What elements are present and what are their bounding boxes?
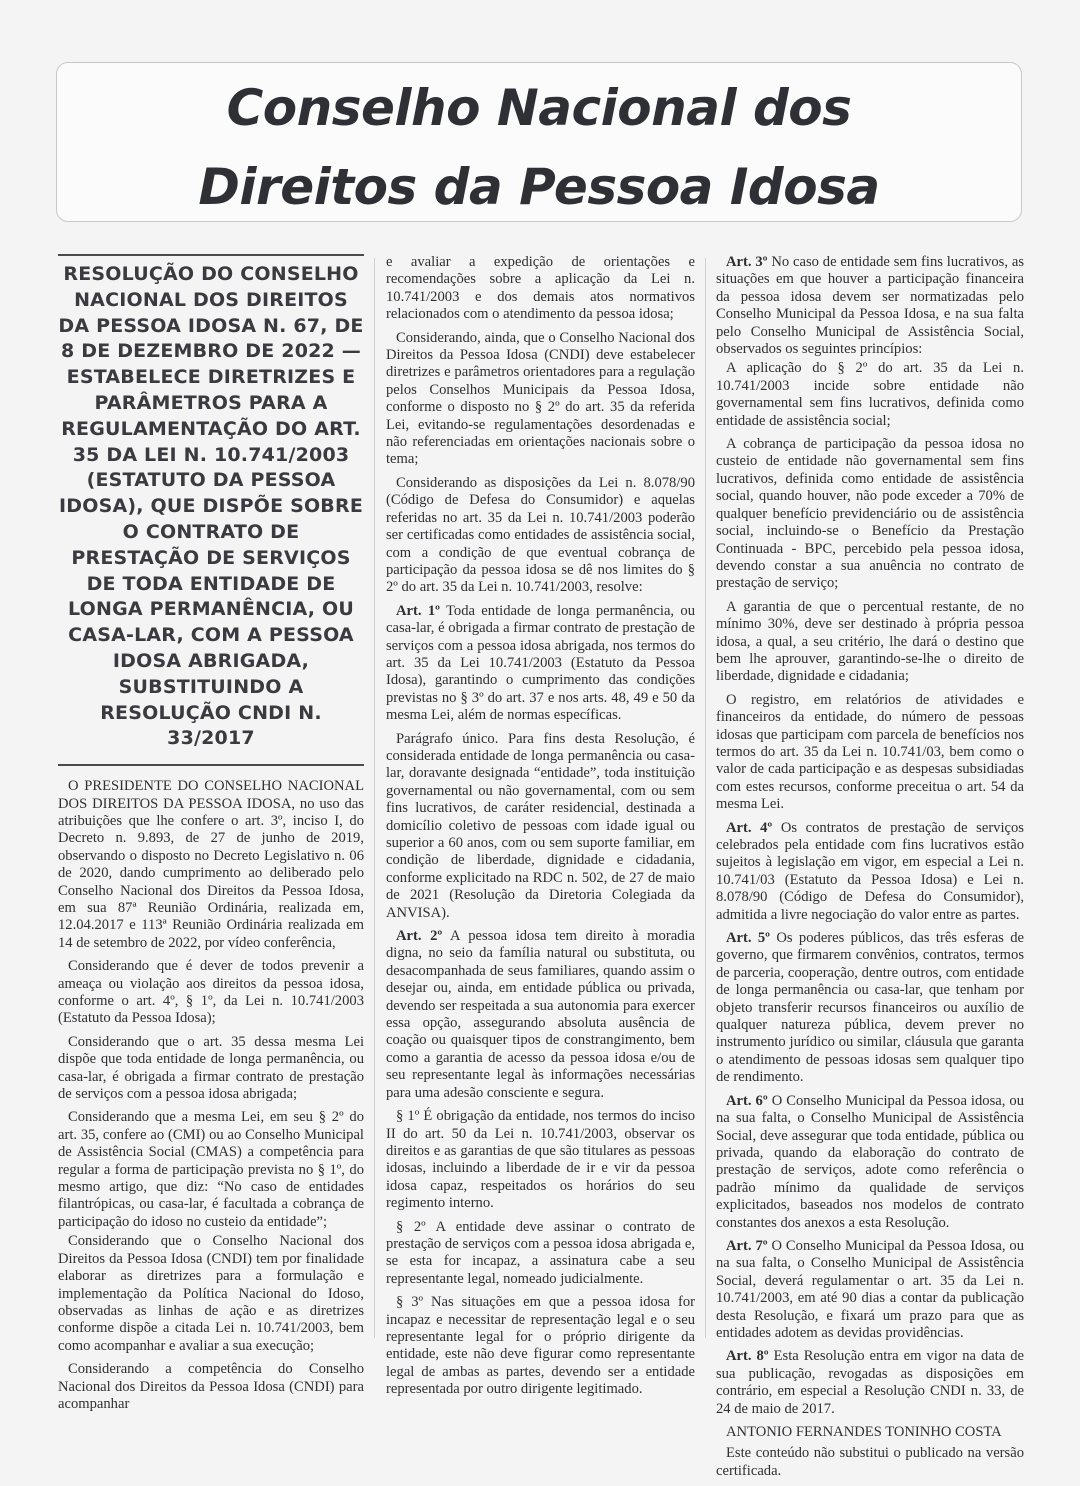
article-label: Art. 6º [726,1092,768,1109]
column-divider [374,258,375,1338]
article-5 [716,930,1024,1087]
column-2 [386,254,695,1405]
masthead-box [56,62,1022,222]
preamble-paragraph-continued: e avaliar a expedição de orientações e recomendações sobre a aplicação da Lei n. 10.741/2003 e dos demais atos normativos relacionados com o atendimento da pessoa idosa; [386,254,695,323]
preamble-paragraph: Considerando a competência do Conselho Nacional dos Direitos da Pessoa Idosa (CNDI) para acompanhar [58,1361,364,1412]
article-text: No caso de entidade sem fins lucrativos, as situações em que houver a participação financeira da pessoa idosa devem ser normatizadas pelo Conselho Municipal da Pessoa Idosa, e na sua falta pelo Conselho Municipal de Assistência Social, observados os seguintes princípios: [716,254,1024,358]
resolution-title-block [58,254,364,766]
article-text: Toda entidade de longa permanência, ou casa-lar, é obrigada a firmar contrato de prestação de serviços com a pessoa idosa abrigada, nos termos do art. 35 da Lei 10.741/2003 (Estatuto da Pessoa Idosa), garantindo o cumprimento das condições previstas no § 3º do art. 37 e nos arts. 48, 49 e 50 da mesma Lei, além de normas específicas. [386,602,695,724]
article-6 [716,1093,1024,1232]
column-divider [705,258,706,1338]
article-2-section-3: § 3º Nas situações em que a pessoa idosa for incapaz e necessitar de representação legal e o seu representante legal for o próprio dirigente da entidade, este não deve figurar como representante legal de ambas as partes, devendo ser a entidade representada por outro dirigente legitimado. [386,1294,695,1398]
article-3-principle: A cobrança de participação da pessoa idosa no custeio de entidade não governamental sem fins lucrativos, definida como entidade de assistência social, quando houver, não pode exceder a 70% de qualquer benefício previdenciário ou de assistência social, incluindo-se o Benefício da Prestação Continuada - BPC, percebido pela pessoa idosa, devendo constar a sua anuência no contrato de prestação de serviço; [716,436,1024,592]
column-3 [716,254,1024,1486]
disclaimer: Este conteúdo não substitui o publicado na versão certificada. [716,1445,1024,1479]
article-label: Art. 8º [726,1348,769,1365]
article-4 [716,820,1024,924]
column-1 [58,254,364,1419]
article-label: Art. 7º [726,1237,768,1254]
article-2-section-1: § 1º É obrigação da entidade, nos termos do inciso II do art. 50 da Lei n. 10.741/2003, observar os direitos e as garantias de que são titulares as pessoas idosas, incluindo a liberdade de ir e vir da pessoa idosa capaz, respeitados os horários do seu regimento interno. [386,1108,695,1212]
article-label: Art. 4º [726,819,773,836]
article-label: Art. 1º [396,602,440,619]
article-3-principle: O registro, em relatórios de atividades e financeiros da entidade, do número de pessoas idosas que participam com parcela de benefícios nos termos do art. 35 da Lei n. 10.741/03, bem como o valor de cada participação e as despesas subsidiadas com estes recursos, conforme preceitua o art. 54 da mesma Lei. [716,691,1024,813]
article-text: O Conselho Municipal da Pessoa idosa, ou na sua falta, o Conselho Municipal de Assistência Social, deve assegurar que toda entidade, pública ou privada, quando da elaboração do contrato de prestação de serviços, adote como referência o padrão mínimo da qualidade de serviços explicitados, baseados nos modelos de contrato constantes dos anexos a esta Resolução. [716,1092,1025,1231]
article-1-paragraph-unico: Parágrafo único. Para fins desta Resolução, é considerada entidade de longa permanência ou casa-lar, doravante designada “entidade”, toda instituição governamental ou não governamental, com ou sem fins lucrativos, de caráter residencial, destinada a domicílio coletivo de pessoas com idade igual ou superior a 60 anos, com ou sem suporte familiar, em condição de liberdade, dignidade e cidadania, conforme explicitado na RDC n. 502, de 27 de maio de 2021 (Resolução da Diretoria Colegiada da ANVISA). [386,730,695,921]
article-3-principle: A aplicação do § 2º do art. 35 da Lei n. 10.741/2003 incide sobre entidade não governamental sem fins lucrativos, definida como entidade de assistência social; [716,360,1024,429]
signature: ANTONIO FERNANDES TONINHO COSTA [726,1424,1002,1440]
article-7 [716,1238,1024,1342]
preamble-paragraph: Considerando que o Conselho Nacional dos Direitos da Pessoa Idosa (CNDI) tem por finalidade elaborar as diretrizes para a formulação e implementação da Política Nacional do Idoso, observadas as linhas de ação e as diretrizes conforme dispõe a citada Lei n. 10.741/2003, bem como acompanhar e avaliar a sua execução; [58,1233,364,1354]
article-8 [716,1348,1024,1418]
preamble-paragraph: Considerando que é dever de todos prevenir a ameaça ou violação aos direitos da pessoa idosa, conforme o art. 4º, § 1º, da Lei n. 10.741/2003 (Estatuto da Pessoa Idosa); [58,958,364,1027]
masthead-title-line-2: Direitos da Pessoa Idosa [198,158,880,216]
article-label: Art. 5º [726,930,770,947]
article-3 [716,254,1024,358]
article-1 [386,603,695,725]
preamble-paragraph: Considerando que o art. 35 dessa mesma Lei dispõe que toda entidade de longa permanência, ou casa-lar, é obrigada a firmar contrato de prestação de serviços com a pessoa idosa abrigada; [58,1033,364,1103]
preamble-paragraph: Considerando as disposições da Lei n. 8.078/90 (Código de Defesa do Consumidor) e aquelas referidas no art. 35 da Lei n. 10.741/2003 poderão ser certificadas como entidades de assistência social, com a condição de que eventual cobrança de participação da pessoa idosa se dê nos limites do § 2º do art. 35 da Lei n. 10.741/2003, resolve: [386,474,695,596]
preamble-paragraph: Considerando que a mesma Lei, em seu § 2º do art. 35, confere ao (CMI) ou ao Conselho Municipal de Assistência Social (CMAS) a competência para regular a forma de participação prevista no § 1º, do mesmo artigo, que diz: “No caso de entidades filantrópicas, ou casa-lar, é facultada a cobrança de participação do idoso no custeio da entidade”; [58,1109,364,1230]
article-text: Esta Resolução entra em vigor na data de sua publicação, revogadas as disposições em contrário, em especial a Resolução CNDI n. 33, de 24 de maio de 2017. [716,1348,1024,1417]
article-label: Art. 2º [396,928,443,945]
preamble-paragraph: Considerando, ainda, que o Conselho Nacional dos Direitos da Pessoa Idosa (CNDI) deve estabelecer diretrizes e parâmetros orientadores para a regulação pelos Conselhos Municipais da Pessoa Idosa, conforme o disposto no § 2º do art. 35 da referida Lei, evitando-se regulamentações desordenadas e não referenciadas em orientações nacionais sobre o tema; [386,329,695,468]
article-3-principle: A garantia de que o percentual restante, de no mínimo 30%, deve ser destinado à própria pessoa idosa, a qual, a seu critério, lhe dará o destino que bem lhe aprouver, garantindo-se-lhe o direito de liberdade, dignidade e cidadania; [716,598,1024,685]
masthead-title-line-1: Conselho Nacional dos [226,79,852,137]
resolution-title: RESOLUÇÃO DO CONSELHO NACIONAL DOS DIREITOS DA PESSOA IDOSA N. 67, DE 8 DE DEZEMBRO DE 2022 — ESTABELECE DIRETRIZES E PARÂMETROS PARA A REGULAMENTAÇÃO DO ART. 35 DA LEI N. 10.741/2003 (ESTATUTO DA PESSOA IDOSA), QUE DISPÕE SOBRE O CONTRATO DE PRESTAÇÃO DE SERVIÇOS DE TODA ENTIDADE DE LONGA PERMANÊNCIA, OU CASA-LAR, COM A PESSOA IDOSA ABRIGADA, SUBSTITUINDO A RESOLUÇÃO CNDI N. 33/2017 [58,263,364,750]
article-text: Os contratos de prestação de serviços celebrados pela entidade com fins lucrativos estão sujeitos à legislação em vigor, em especial a Lei n. 10.741/03 (Estatuto da Pessoa Idosa) e Lei n. 8.078/90 (Código de Defesa do Consumidor), admitida a livre negociação do valor entre as partes. [716,819,1024,923]
article-text: O Conselho Municipal da Pessoa Idosa, ou na sua falta, o Conselho Municipal de Assistência Social, deverá regulamentar o art. 35 da Lei n. 10.741/2003, em até 90 dias a contar da publicação desta Resolução, e fixará um prazo para que as entidades adotem as devidas providências. [716,1237,1024,1341]
article-label: Art. 3º [726,254,768,270]
article-text: A pessoa idosa tem direito à moradia digna, no seio da família natural ou substituta, ou desacompanhada de seus familiares, quando assim o desejar ou, ainda, em entidade pública ou privada, devendo ser respeitada a sua autonomia para exercer essa opção, assegurando absoluta ausência de coação ou quaisquer tipos de constrangimento, bem como a garantia de acesso da pessoa idosa e/ou de seu representante legal às informações necessárias para uma adesão consciente e segura. [386,928,695,1101]
article-text: Os poderes públicos, das três esferas de governo, que firmarem convênios, contratos, termos de parceria, cooperação, dentre outros, com entidade de longa permanência ou casa-lar, que tenham por objeto transferir recursos financeiros ou auxílio de qualquer natureza pública, devem prever no instrumento jurídico ou similar, cláusula que garanta o atendimento de pessoas idosas sem qualquer tipo de rendimento. [716,930,1024,1086]
preamble-paragraph: O PRESIDENTE DO CONSELHO NACIONAL DOS DIREITOS DA PESSOA IDOSA, no uso das atribuições que lhe confere o art. 3º, inciso I, do Decreto n. 9.893, de 27 de junho de 2019, observando o disposto no Decreto Legislativo n. 06 de 2020, dando cumprimento ao deliberado pelo Conselho Nacional dos Direitos da Pessoa Idosa, em sua 87ª Reunião Ordinária, realizada em, 12.04.2017 e 113ª Reunião Ordinária realizada em 14 de setembro de 2022, por vídeo conferência, [58,778,364,951]
article-2 [386,928,695,1102]
article-2-section-2: § 2º A entidade deve assinar o contrato de prestação de serviços com a pessoa idosa abrigada e, se esta for incapaz, a assinatura cabe a seu representante legal, nomeado judicialmente. [386,1218,695,1287]
